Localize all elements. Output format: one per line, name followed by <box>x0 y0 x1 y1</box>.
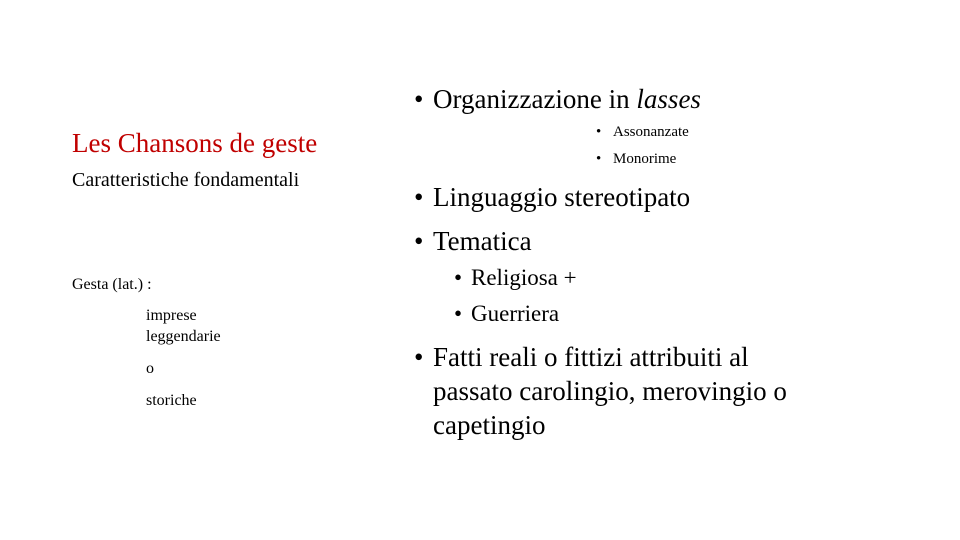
gesta-item: storiche <box>146 392 197 409</box>
sub-bullet-text: Guerriera <box>471 301 560 326</box>
gesta-item: imprese <box>146 307 197 324</box>
bullet-line: passato carolingio, merovingio o <box>433 376 787 406</box>
bullet-marker: • <box>414 342 424 372</box>
gesta-label: Gesta (lat.) : <box>72 276 152 293</box>
bullet-marker: • <box>414 226 424 256</box>
bullet-tematica <box>414 224 532 258</box>
sub-bullet-religiosa <box>454 263 577 293</box>
sub-bullet-text: Assonanzate <box>613 124 689 140</box>
bullet-fatti-reali <box>414 340 884 442</box>
bullet-text-italic: lasses <box>636 84 701 114</box>
sub-bullet-assonanzate <box>596 122 689 142</box>
bullet-marker: • <box>454 265 463 290</box>
bullet-marker: • <box>414 182 424 212</box>
bullet-linguaggio <box>414 180 690 214</box>
bullet-text: Linguaggio stereotipato <box>433 182 691 212</box>
sub-bullet-guerriera <box>454 299 559 329</box>
sub-bullet-monorime <box>596 149 676 169</box>
bullet-line: capetingio <box>433 410 546 440</box>
bullet-text: Organizzazione in <box>433 84 637 114</box>
sub-bullet-text: Religiosa + <box>471 265 577 290</box>
bullet-marker: • <box>596 151 602 167</box>
sub-bullet-text: Monorime <box>613 151 677 167</box>
gesta-list <box>146 306 221 411</box>
bullet-marker: • <box>414 84 424 114</box>
bullet-marker: • <box>596 124 602 140</box>
bullet-text: Fatti reali o fittizi attribuiti al <box>433 342 749 372</box>
bullet-organizzazione <box>414 82 701 116</box>
gesta-item: o <box>146 360 154 377</box>
gesta-item: leggendarie <box>146 328 221 345</box>
bullet-marker: • <box>454 301 463 326</box>
slide-subtitle: Caratteristiche fondamentali <box>72 169 300 191</box>
slide-title: Les Chansons de geste <box>72 128 318 158</box>
bullet-line <box>414 340 884 374</box>
bullet-text: Tematica <box>433 226 532 256</box>
